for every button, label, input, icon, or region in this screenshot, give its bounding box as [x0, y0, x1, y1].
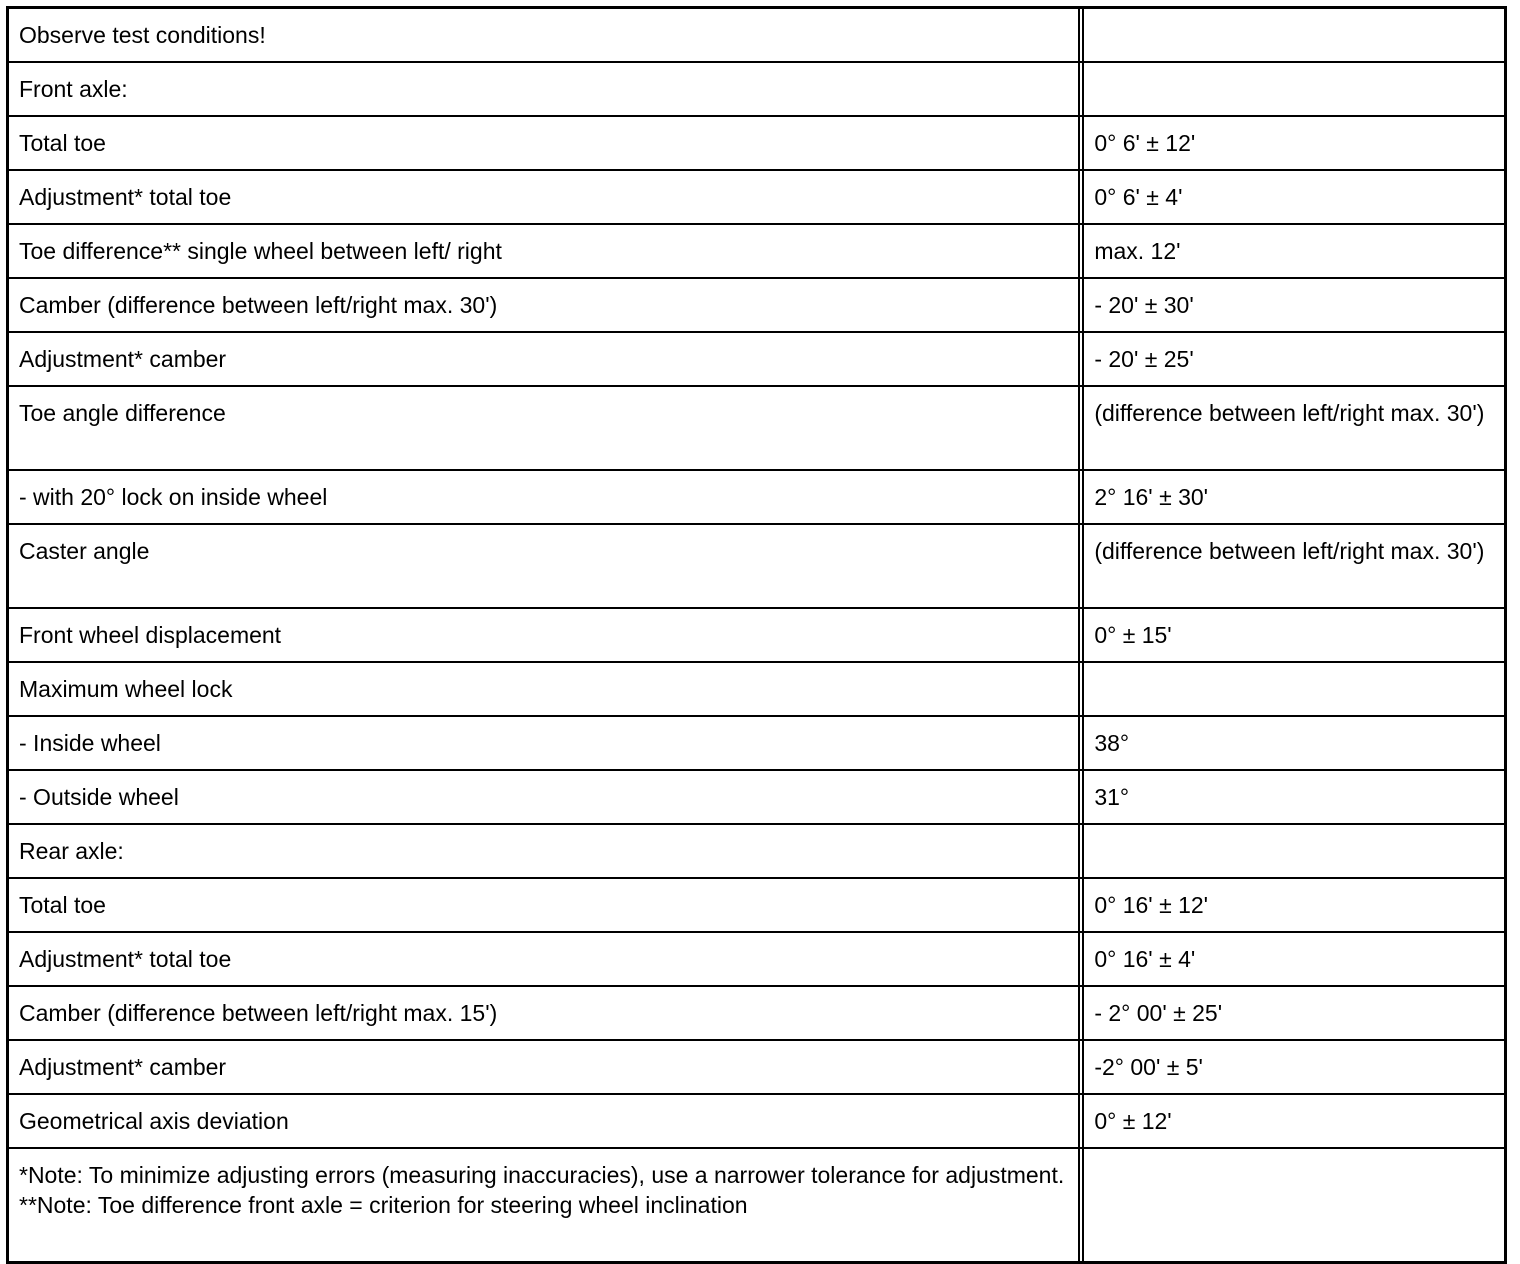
- table-row: [8, 62, 1506, 116]
- row-value: 0° ± 15': [1083, 608, 1505, 662]
- row-label: Toe angle difference: [8, 386, 1080, 470]
- row-value: 0° 16' ± 4': [1083, 932, 1505, 986]
- row-value: - 20' ± 30': [1083, 278, 1505, 332]
- table-row: [8, 932, 1506, 986]
- table-row: [8, 1040, 1506, 1094]
- row-value: 31°: [1083, 770, 1505, 824]
- row-label: Front axle:: [8, 62, 1080, 116]
- table-row: [8, 524, 1506, 608]
- table-row: [8, 986, 1506, 1040]
- empty-value-cell: [1083, 1148, 1505, 1263]
- notes-cell: [8, 1148, 1080, 1263]
- row-value: [1083, 8, 1505, 63]
- note-adjustment: *Note: To minimize adjusting errors (measuring inaccuracies), use a narrower tolerance for adjustment.: [19, 1162, 1065, 1188]
- row-label: Caster angle: [8, 524, 1080, 608]
- table-row: [8, 662, 1506, 716]
- row-value: (difference between left/right max. 30'): [1083, 386, 1505, 470]
- table-row: [8, 278, 1506, 332]
- row-label: - Inside wheel: [8, 716, 1080, 770]
- note-toe-difference: **Note: Toe difference front axle = criterion for steering wheel inclination: [19, 1192, 748, 1218]
- row-label: Camber (difference between left/right max. 15'): [8, 986, 1080, 1040]
- row-value: - 20' ± 25': [1083, 332, 1505, 386]
- row-label: Total toe: [8, 878, 1080, 932]
- row-label: Observe test conditions!: [8, 8, 1080, 63]
- row-value: (difference between left/right max. 30'): [1083, 524, 1505, 608]
- table-row: [8, 224, 1506, 278]
- row-value: 0° ± 12': [1083, 1094, 1505, 1148]
- row-value: [1083, 62, 1505, 116]
- table-row: [8, 8, 1506, 63]
- row-label: Camber (difference between left/right max. 30'): [8, 278, 1080, 332]
- table-row: [8, 332, 1506, 386]
- row-value: [1083, 824, 1505, 878]
- row-value: - 2° 00' ± 25': [1083, 986, 1505, 1040]
- table-row: [8, 1094, 1506, 1148]
- table-row: [8, 608, 1506, 662]
- table-row: [8, 386, 1506, 470]
- row-label: Adjustment* total toe: [8, 932, 1080, 986]
- row-label: Front wheel displacement: [8, 608, 1080, 662]
- row-value: -2° 00' ± 5': [1083, 1040, 1505, 1094]
- row-label: - with 20° lock on inside wheel: [8, 470, 1080, 524]
- table-row: [8, 716, 1506, 770]
- row-value: 0° 6' ± 4': [1083, 170, 1505, 224]
- row-value: 38°: [1083, 716, 1505, 770]
- row-label: Toe difference** single wheel between left/ right: [8, 224, 1080, 278]
- row-label: Adjustment* total toe: [8, 170, 1080, 224]
- notes-row: [8, 1148, 1506, 1263]
- row-label: Adjustment* camber: [8, 1040, 1080, 1094]
- wheel-alignment-spec-table: [6, 6, 1507, 1264]
- row-value: [1083, 662, 1505, 716]
- table-row: [8, 170, 1506, 224]
- row-label: Geometrical axis deviation: [8, 1094, 1080, 1148]
- row-label: Adjustment* camber: [8, 332, 1080, 386]
- row-label: Maximum wheel lock: [8, 662, 1080, 716]
- table-row: [8, 116, 1506, 170]
- row-value: max. 12': [1083, 224, 1505, 278]
- table-row: [8, 470, 1506, 524]
- row-value: 2° 16' ± 30': [1083, 470, 1505, 524]
- row-value: 0° 16' ± 12': [1083, 878, 1505, 932]
- table-row: [8, 824, 1506, 878]
- table-row: [8, 770, 1506, 824]
- table-row: [8, 878, 1506, 932]
- row-label: Total toe: [8, 116, 1080, 170]
- row-label: Rear axle:: [8, 824, 1080, 878]
- row-label: - Outside wheel: [8, 770, 1080, 824]
- row-value: 0° 6' ± 12': [1083, 116, 1505, 170]
